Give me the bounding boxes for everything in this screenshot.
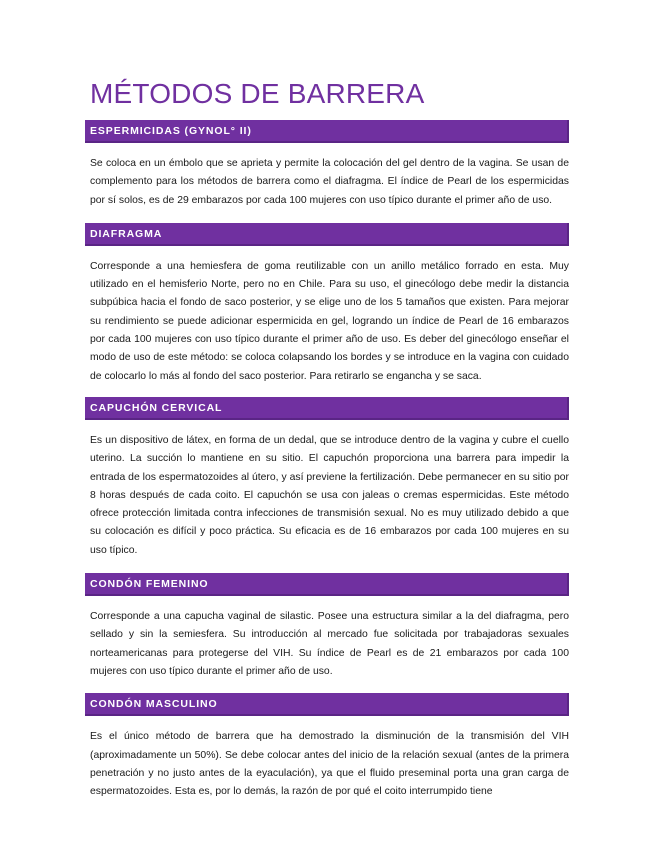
document-content (85, 120, 569, 801)
section-heading: CAPUCHÓN CERVICAL (85, 397, 569, 420)
section-diafragma (85, 223, 569, 386)
section-condon-femenino (85, 573, 569, 681)
section-capuchon-cervical (85, 397, 569, 560)
section-heading: DIAFRAGMA (85, 223, 569, 246)
document-title: MÉTODOS DE BARRERA (90, 78, 425, 109)
section-paragraph: Es el único método de barrera que ha demostrado la disminución de la transmisión del VIH (aproximadamente un 50%). Se debe colocar antes del inicio de la relación sexual (antes de la primera penetración y no justo antes de la eyaculación), ya que el fluido preseminal porta una gran carga de espermatozoides. Esta es, por lo demás, la razón de por qué el coito interrumpido tiene (90, 731, 569, 798)
section-paragraph: Corresponde a una hemiesfera de goma reutilizable con un anillo metálico forrado en esta. Muy utilizado en el hemisferio Norte, pero no en Chile. Para su uso, el ginecólogo debe medir la distancia subpúbica hacia el fondo de saco posterior, y se elige uno de los 5 tamaños que existen. Para mejorar su rendimiento se puede adicionar espermicida en gel, logrando un índice de Pearl de 16 embarazos por cada 100 mujeres con uso típico durante el primer año de uso. Es deber del ginecólogo enseñar el modo de uso de este método: se coloca colapsando los bordes y se introduce en la vagina con cuidado de colocarlo lo más al fondo del saco posterior. Para retirarlo se engancha y se saca. (90, 260, 569, 382)
section-heading: CONDÓN MASCULINO (85, 693, 569, 716)
section-condon-masculino (85, 693, 569, 801)
section-espermicidas (85, 120, 569, 210)
section-heading: ESPERMICIDAS (GYNOL° II) (85, 120, 569, 143)
section-paragraph: Corresponde a una capucha vaginal de silastic. Posee una estructura similar a la del diafragma, pero sellado y sin la semiesfera. Su introducción al mercado fue solicitada por trabajadoras sexuales norteamericanas para protegerse del VIH. Su índice de Pearl es de 21 embarazos por cada 100 mujeres con uso típico durante el primer año de uso. (90, 611, 569, 677)
section-heading: CONDÓN FEMENINO (85, 573, 569, 596)
section-paragraph: Se coloca en un émbolo que se aprieta y permite la colocación del gel dentro de la vagina. Se usan de complemento para los métodos de barrera como el diafragma. El índice de Pearl de los espermicidas por sí solos, es de 29 embarazos por cada 100 mujeres con uso típico durante el primer año de uso. (90, 158, 569, 206)
section-paragraph: Es un dispositivo de látex, en forma de un dedal, que se introduce dentro de la vagina y cubre el cuello uterino. La succión lo mantiene en su sitio. El capuchón proporciona una barrera para impedir la entrada de los espermatozoides al útero, y así previene la fertilización. Debe permanecer en su sitio por 8 horas después de cada coito. El capuchón se usa con jaleas o cremas espermicidas. Este método ofrece protección limitada contra infecciones de transmisión sexual. No es muy utilizado debido a que su colocación es difícil y poco práctica. Su eficacia es de 16 embarazos por cada 100 mujeres en su uso típico. (90, 434, 569, 556)
